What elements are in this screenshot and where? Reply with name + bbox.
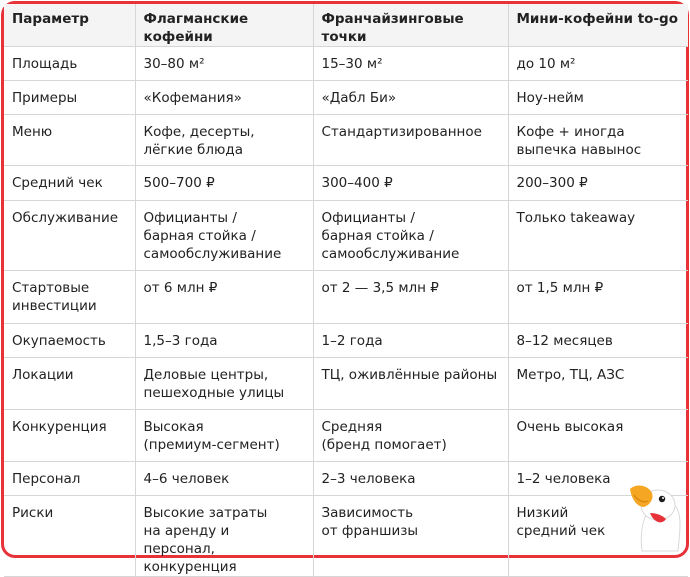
table-cell: Средняя (бренд помогает) bbox=[313, 410, 508, 462]
table-row bbox=[4, 358, 688, 410]
table-cell: Деловые центры, пешеходные улицы bbox=[135, 358, 313, 410]
table-cell: 4–6 человек bbox=[135, 462, 313, 496]
table-cell: от 2 — 3,5 млн ₽ bbox=[313, 271, 508, 324]
table-row bbox=[4, 324, 688, 358]
table-row bbox=[4, 410, 688, 462]
table-frame bbox=[1, 1, 689, 575]
table-cell: Только takeaway bbox=[508, 201, 688, 271]
row-label: Окупаемость bbox=[4, 324, 135, 358]
table-row bbox=[4, 115, 688, 166]
table-cell: Зависимость от франшизы bbox=[313, 496, 508, 577]
table-cell: Официанты / барная стойка / самообслуживание bbox=[313, 201, 508, 271]
table-cell: «Дабл Би» bbox=[313, 81, 508, 115]
comparison-table bbox=[4, 4, 688, 577]
table-row bbox=[4, 271, 688, 324]
table-row bbox=[4, 81, 688, 115]
table-cell: Стандартизированное bbox=[313, 115, 508, 166]
table-cell: Кофе, десерты, лёгкие блюда bbox=[135, 115, 313, 166]
table-header-row bbox=[4, 4, 688, 47]
table-row bbox=[4, 462, 688, 496]
row-label: Меню bbox=[4, 115, 135, 166]
table-cell: до 10 м² bbox=[508, 47, 688, 81]
table-row bbox=[4, 166, 688, 201]
row-label: Примеры bbox=[4, 81, 135, 115]
table-cell: 30–80 м² bbox=[135, 47, 313, 81]
table-cell: Метро, ТЦ, АЗС bbox=[508, 358, 688, 410]
table-cell: Высокая (премиум-сегмент) bbox=[135, 410, 313, 462]
table-cell: 2–3 человека bbox=[313, 462, 508, 496]
header-cell: Флагманские кофейни bbox=[135, 4, 313, 47]
row-label: Обслуживание bbox=[4, 201, 135, 271]
table-cell: 1–2 человека bbox=[508, 462, 688, 496]
table-row bbox=[4, 496, 688, 577]
row-label: Стартовые инвестиции bbox=[4, 271, 135, 324]
row-label: Средний чек bbox=[4, 166, 135, 201]
row-label: Локации bbox=[4, 358, 135, 410]
header-cell: Франчайзинговые точки bbox=[313, 4, 508, 47]
table-cell: ТЦ, оживлённые районы bbox=[313, 358, 508, 410]
table-cell: 500–700 ₽ bbox=[135, 166, 313, 201]
table-cell: 1–2 года bbox=[313, 324, 508, 358]
header-cell: Мини-кофейни to-go bbox=[508, 4, 688, 47]
table-row bbox=[4, 201, 688, 271]
table-cell: от 1,5 млн ₽ bbox=[508, 271, 688, 324]
row-label: Персонал bbox=[4, 462, 135, 496]
table-cell: Высокие затраты на аренду и персонал, конкуренция bbox=[135, 496, 313, 577]
table-cell: Ноу-нейм bbox=[508, 81, 688, 115]
table-row bbox=[4, 47, 688, 81]
goose-mascot-icon bbox=[626, 479, 682, 551]
table-cell: от 6 млн ₽ bbox=[135, 271, 313, 324]
row-label: Площадь bbox=[4, 47, 135, 81]
table-cell: 300–400 ₽ bbox=[313, 166, 508, 201]
table-cell: Официанты / барная стойка / самообслуживание bbox=[135, 201, 313, 271]
table-cell: 8–12 месяцев bbox=[508, 324, 688, 358]
table-cell: 1,5–3 года bbox=[135, 324, 313, 358]
table-cell: 15–30 м² bbox=[313, 47, 508, 81]
table-cell: Очень высокая bbox=[508, 410, 688, 462]
row-label: Конкуренция bbox=[4, 410, 135, 462]
header-cell: Параметр bbox=[4, 4, 135, 47]
table-cell: «Кофемания» bbox=[135, 81, 313, 115]
table-cell: Кофе + иногда выпечка навынос bbox=[508, 115, 688, 166]
row-label: Риски bbox=[4, 496, 135, 577]
table-cell: 200–300 ₽ bbox=[508, 166, 688, 201]
table-cell: Низкий средний чек bbox=[508, 496, 688, 577]
